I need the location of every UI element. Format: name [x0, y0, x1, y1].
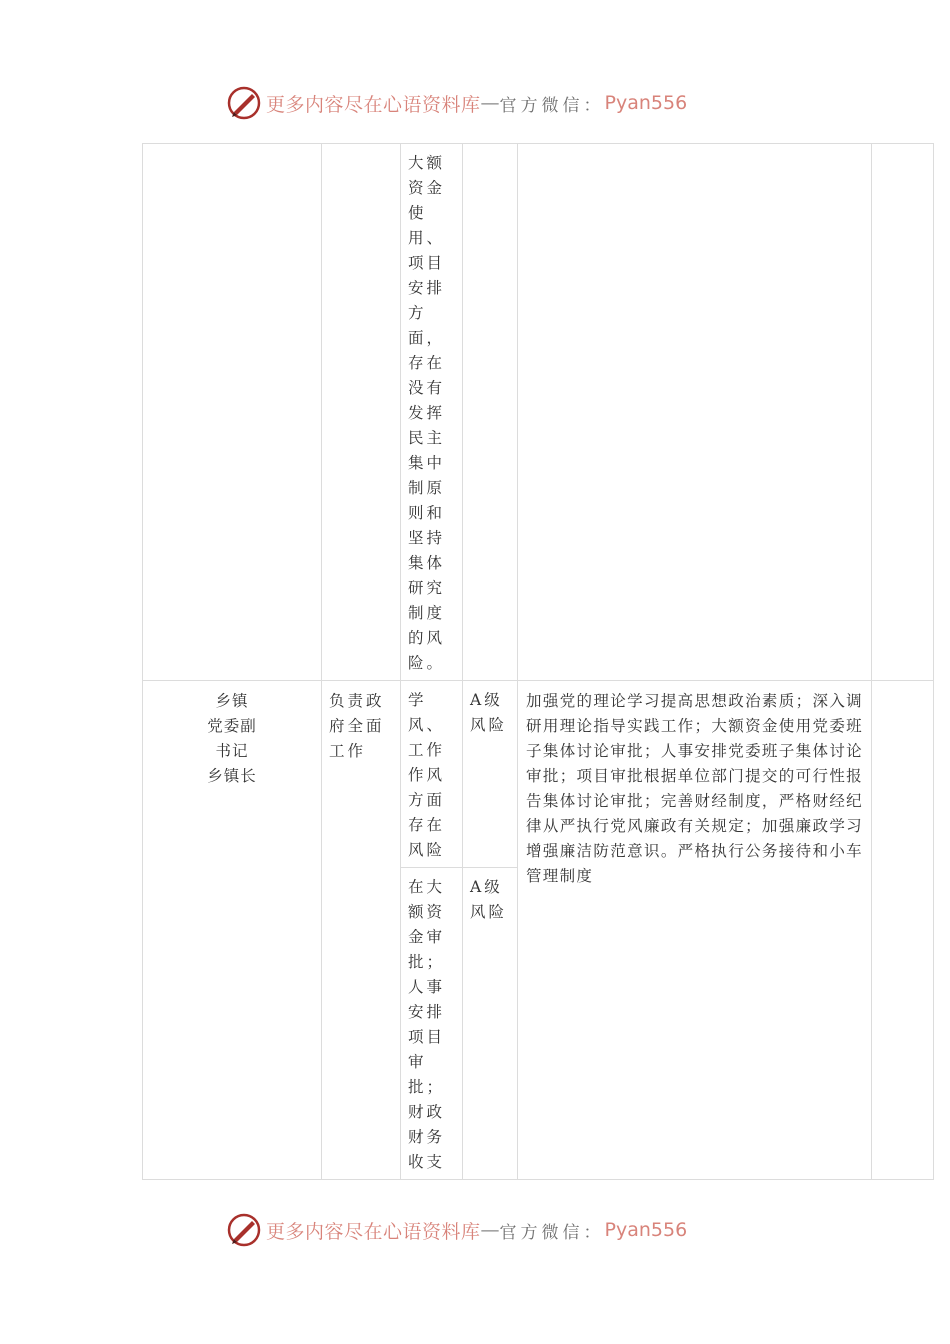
row2-position-cell: 乡镇 党委副 书记 乡镇长 — [142, 680, 322, 1180]
row1-risk-point-cell: 大额 资金 使 用、 项目 安排 方 面， 存在 没有 发挥 民主 集中 制原 则和 坚持 集体 研究 制度 的风 险。 — [400, 143, 463, 681]
row2-risk-point-2-cell: 在大 额资 金审 批； 人事 安排 项目 审 批； 财政 财务 收支 — [400, 867, 463, 1180]
footer-banner — [226, 1210, 687, 1250]
header-banner — [226, 83, 687, 123]
banner-text: 更多内容尽在心语资料库 — [266, 1220, 481, 1243]
banner-official-label: 官方微信： — [499, 95, 605, 116]
row1-duty-cell — [321, 143, 401, 681]
row2-measures-cell: 加强党的理论学习提高思想政治素质；深入调研用理论指导实践工作；大额资金使用党委班子集体讨论审批；人事安排党委班子集体讨论审批；项目审批根据单位部门提交的可行性报告集体讨论审批；完善财经制度，严格财经纪律从严执行党风廉政有关规定；加强廉政学习增强廉洁防范意识。严格执行公务接待和小车管理制度 — [517, 680, 872, 1180]
row2-remarks-cell — [871, 680, 934, 1180]
row1-remarks-cell — [871, 143, 934, 681]
banner-dash: — — [480, 92, 500, 114]
row1-position-cell — [142, 143, 322, 681]
row1-measures-cell — [517, 143, 872, 681]
row2-risk-level-1-cell: A级 风险 — [462, 680, 518, 868]
risk-table — [142, 143, 934, 1180]
banner-official-label: 官方微信： — [499, 1222, 605, 1243]
banner-wechat-id: Pyan556 — [604, 1219, 688, 1241]
row1-risk-level-cell — [462, 143, 518, 681]
banner-wechat-id: Pyan556 — [604, 92, 688, 114]
banner-dash: — — [480, 1219, 500, 1241]
row2-risk-level-2-cell: A级 风险 — [462, 867, 518, 1180]
pen-logo-icon — [226, 85, 262, 121]
banner-text: 更多内容尽在心语资料库 — [266, 93, 481, 116]
row2-risk-point-1-cell: 学 风、 工作 作风 方面 存在 风险 — [400, 680, 463, 868]
pen-logo-icon — [226, 1212, 262, 1248]
row2-duty-cell: 负责政 府全面 工作 — [321, 680, 401, 1180]
